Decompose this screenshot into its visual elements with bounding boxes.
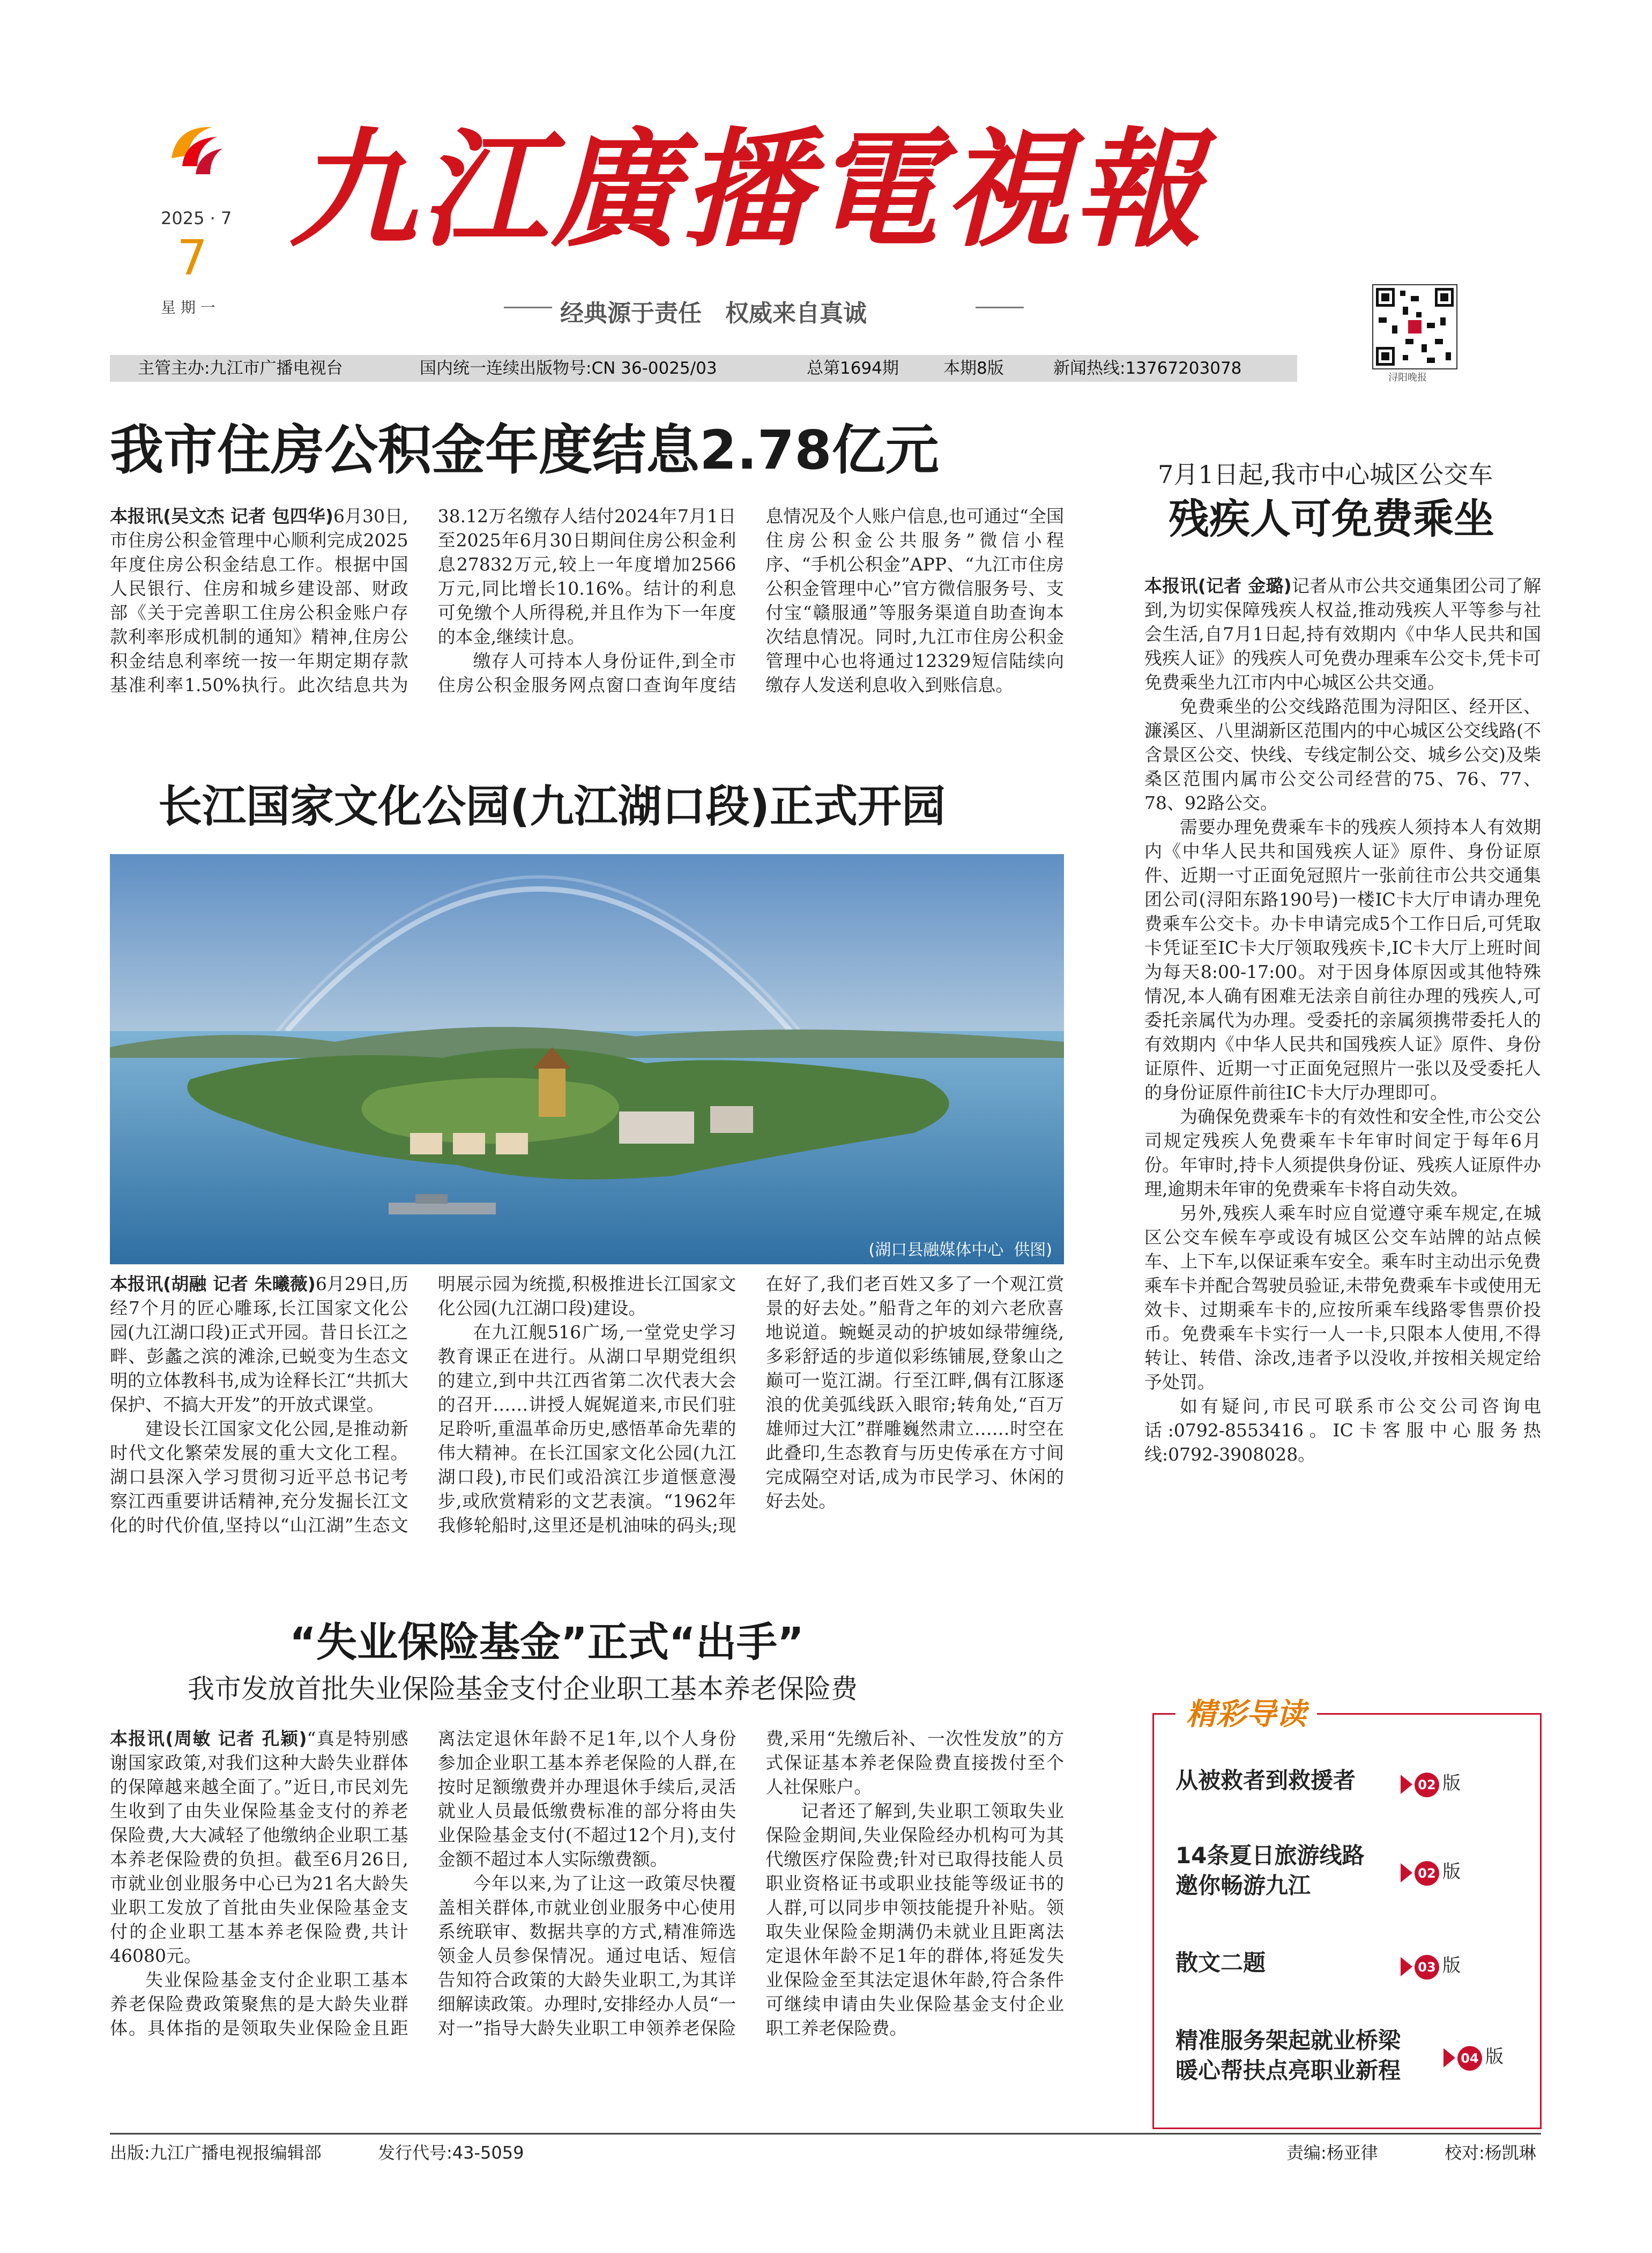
guide-item-2-page bbox=[1401, 1857, 1461, 1886]
arrow-right-icon bbox=[1401, 1957, 1412, 1976]
masthead-title: 九江廣播電視報 bbox=[289, 115, 1205, 265]
article3-body bbox=[110, 1726, 1064, 2121]
article1-p1: 6月30日,市住房公积金管理中心顺利完成2025年度住房公积金结息工作。根据中国人民银行、住房和城乡建设部、财政部《关于完善职工住房公积金账户存款利率形成机制的通知》精神,住房公积金结息利率统一按一年期定期存款基准利率1.50%执行。此次结息共为38.12万名缴存人结付2024年7月1日至2025年6月30日期间住房公积金利息27832万元,较上一年度增加2566万元,同比增长10.16%。结计的利息可免缴个人所得税,并且作为下一年度的本金,继续计息。 bbox=[110, 506, 736, 695]
guide-item-4[interactable] bbox=[1175, 2026, 1524, 2086]
article4-p4: 为确保免费乘车卡的有效性和安全性,市公交公司规定残疾人免费乘车卡年审时间定于每年6月份。年审时,持卡人须提供身份证、残疾人证原件办理,逾期未年审的免费乘车卡将自动失效。 bbox=[1144, 1106, 1541, 1199]
guide-box bbox=[1152, 1697, 1542, 2129]
masthead-logo bbox=[161, 115, 230, 185]
photo-caption: (湖口县融媒体中心 供图) bbox=[868, 1241, 1052, 1259]
article1-body bbox=[110, 504, 1064, 729]
guide-item-1[interactable] bbox=[1175, 1766, 1524, 1796]
footer-publisher: 出版:九江广播电视报编辑部 bbox=[110, 2143, 322, 2163]
article1-p2: 缴存人可持本人身份证件,到全市住房公积金服务网点窗口查询年度结息情况及个人账户信息,也可通过“全国住房公积金公共服务”微信小程序、“手机公积金”APP、“九江市住房公积金管理中心”官方微信服务号、支付宝“赣服通”等服务渠道自助查询本次结息情况。同时,九江市住房公积金管理中心也将通过12329短信陆续向缴存人发送利息收入到账信息。 bbox=[437, 506, 1064, 695]
article4-p3: 需要办理免费乘车卡的残疾人须持本人有效期内《中华人民共和国残疾人证》原件、身份证原件、近期一寸正面免冠照片一张前往市公共交通集团公司(浔阳东路190号)一楼IC卡大厅申请办理免费乘车公交卡。办卡申请完成5个工作日后,可凭取卡凭证至IC卡大厅领取残疾卡,IC卡大厅上班时间为每天8:00-17:00。对于因身体原因或其他特殊情况,本人确有困难无法亲自前往办理的残疾人,可委托亲属代为办理。受委托的亲属须携带委托人的有效期内《中华人民共和国残疾人证》原件、身份证原件、近期一寸正面免冠照片一张以及受委托人的身份证原件前往IC卡大厅办理即可。 bbox=[1144, 817, 1541, 1103]
guide-item-2-title-line2: 邀你畅游九江 bbox=[1175, 1872, 1311, 1899]
masthead-slogan: 经典源于责任 权威来自真诚 bbox=[560, 300, 867, 327]
article2-body bbox=[110, 1272, 1064, 1594]
issue-weekday: 星 期 一 bbox=[161, 299, 215, 316]
footer-editor: 责编:杨亚律 bbox=[1286, 2143, 1378, 2163]
guide-item-2-title-line1: 14条夏日旅游线路 bbox=[1175, 1842, 1365, 1869]
article2-headline: 长江国家文化公园(九江湖口段)正式开园 bbox=[158, 781, 946, 832]
footer-rule bbox=[110, 2133, 1541, 2135]
guide-item-4-title-line1: 精准服务架起就业桥梁 bbox=[1175, 2027, 1401, 2054]
guide-item-1-suffix: 版 bbox=[1442, 1773, 1461, 1794]
article2-byline: 本报讯(胡融 记者 朱曦薇) bbox=[110, 1273, 316, 1294]
guide-item-1-page bbox=[1401, 1768, 1461, 1797]
article3-p3: 今年以来,为了让这一政策尽快覆盖相关群体,市就业创业服务中心使用系统联审、数据共享的方式,精准筛选领金人员参保情况。通过电话、短信告知符合政策的大龄失业职工,为其详细解读政策。办理时,安排经办人员“一对一”指导大龄失业职工申领养老保险费,采用“先缴后补、一次性发放”的方式保证基本养老保险费直接拨付至个人社保账户。 bbox=[437, 1728, 1064, 2039]
footer-proof: 校对:杨凯琳 bbox=[1445, 2143, 1536, 2163]
article4-headline: 残疾人可免费乘坐 bbox=[1169, 495, 1494, 543]
guide-item-1-title: 从被救者到救援者 bbox=[1175, 1767, 1356, 1793]
guide-item-2-suffix: 版 bbox=[1442, 1861, 1461, 1883]
article4-p1: 记者从市公共交通集团公司了解到,为切实保障残疾人权益,推动残疾人平等参与社会生活,自7月1日起,持有效期内《中华人民共和国残疾人证》的残疾人可免费办理乘车公交卡,凭卡可免费乘坐九江市内中心城区公共交通。 bbox=[1144, 575, 1542, 693]
qr-code-icon bbox=[1373, 285, 1456, 368]
article3-byline: 本报讯(周敏 记者 孔颖) bbox=[110, 1728, 307, 1749]
article3-p4: 记者还了解到,失业职工领取失业保险金期间,失业保险经办机构可为其代缴医疗保险费;针对已取得技能人员职业资格证书或职业技能等级证书的人群,可以同步申领技能提升补贴。领取失业保险金期满仍未就业且距离法定退休年龄不足1年的群体,将延发失业保险金至其法定退休年龄,符合条件可继续申请由失业保险基金支付企业职工养老保险费。 bbox=[765, 1800, 1064, 2039]
issue-day: 7 bbox=[177, 230, 208, 286]
guide-item-4-suffix: 版 bbox=[1485, 2046, 1504, 2067]
arrow-right-icon bbox=[1401, 1863, 1412, 1883]
article1-headline: 我市住房公积金年度结息2.78亿元 bbox=[110, 419, 939, 481]
info-sponsor: 主管主办:九江市广播电视台 bbox=[138, 359, 343, 378]
park-aerial-image bbox=[110, 854, 1064, 1264]
info-bar bbox=[110, 355, 1297, 382]
guide-item-2[interactable] bbox=[1175, 1841, 1524, 1901]
article4-body bbox=[1144, 574, 1541, 1635]
logo-icon bbox=[161, 115, 230, 185]
guide-item-3[interactable] bbox=[1175, 1948, 1524, 1978]
arrow-right-icon bbox=[1401, 1775, 1412, 1794]
article3-subheadline: 我市发放首批失业保险基金支付企业职工基本养老保险费 bbox=[188, 1673, 858, 1704]
qr-code[interactable] bbox=[1372, 284, 1457, 369]
slogan-rule-right bbox=[976, 307, 1024, 308]
article4-byline: 本报讯(记者 金璐) bbox=[1144, 575, 1292, 596]
guide-item-3-page-badge: 03 bbox=[1415, 1955, 1439, 1980]
guide-item-1-page-badge: 02 bbox=[1415, 1773, 1439, 1797]
article2-p3: 在九江舰516广场,一堂党史学习教育课正在进行。从湖口早期党组织的建立,到中共江西省第二次代表大会的召开……讲授人娓娓道来,市民们驻足聆听,重温革命历史,感悟革命先辈的伟大精神。在长江国家文化公园(九江湖口段),市民们或沿滨江步道惬意漫步,或欣赏精彩的文艺表演。“1962年我修轮船时,这里还是机油味的码头;现在好了,我们老百姓又多了一个观江赏景的好去处。”船背之年的刘六老欣喜地说道。蜿蜒灵动的护坡如绿带缠绕,多彩舒适的步道似彩练铺展,登象山之巅可一览江湖。行至江畔,偶有江豚逐浪的优美弧线跃入眼帘;转角处,“百万雄师过大江”群雕巍然肃立……时空在此叠印,生态教育与历史传承在方寸间完成隔空对话,成为市民学习、休闲的好去处。 bbox=[437, 1273, 1064, 1536]
article4-p5: 另外,残疾人乘车时应自觉遵守乘车规定,在城区公交车候车亭或设有城区公交车站牌的站点候车、上下车,以保证乘车安全。乘车时主动出示免费乘车卡并配合驾驶员验证,未带免费乘车卡或使用无效卡、过期乘车卡的,应按所乘车线路零售票价投币。免费乘车卡实行一人一卡,只限本人使用,不得转让、转借、涂改,违者予以没收,并按相关规定给予处罚。 bbox=[1144, 1203, 1541, 1392]
guide-title-tab bbox=[1175, 1693, 1317, 1736]
article1-byline: 本报讯(吴文杰 记者 包四华) bbox=[110, 506, 333, 527]
article2-p1: 6月29日,历经7个月的匠心雕琢,长江国家文化公园(九江湖口段)正式开园。昔日长江之畔、彭蠡之滨的滩涂,已蜕变为生态文明的立体教科书,成为诠释长江“共抓大保护、不搞大开发”的开放式课堂。 bbox=[110, 1273, 408, 1415]
guide-item-4-page-badge: 04 bbox=[1457, 2046, 1482, 2071]
article4-p6: 如有疑问,市民可联系市公交公司咨询电话:0792-8553416。IC卡客服中心服务热线:0792-3908028。 bbox=[1144, 1396, 1541, 1465]
guide-item-3-title: 散文二题 bbox=[1175, 1950, 1266, 1976]
info-issn: 国内统一连续出版物号:CN 36-0025/03 bbox=[420, 359, 717, 378]
footer bbox=[110, 2139, 1541, 2166]
info-issue-total: 总第1694期 bbox=[807, 359, 899, 378]
footer-code: 发行代号:43-5059 bbox=[378, 2143, 524, 2163]
arrow-right-icon bbox=[1443, 2048, 1455, 2067]
qr-caption: 浔阳晚报 bbox=[1388, 372, 1427, 383]
info-hotline: 新闻热线:13767203078 bbox=[1053, 359, 1242, 378]
info-pages: 本期8版 bbox=[943, 359, 1004, 378]
slogan-rule-left bbox=[504, 307, 552, 308]
park-photo bbox=[110, 854, 1064, 1264]
guide-item-3-page bbox=[1401, 1951, 1461, 1980]
guide-item-3-suffix: 版 bbox=[1442, 1955, 1461, 1976]
issue-year-month: 2025 · 7 bbox=[161, 208, 232, 228]
article3-p1: “真是特别感谢国家政策,对我们这种大龄失业群体的保障越来越全面了。”近日,市民刘先生收到了由失业保险基金支付的养老保险费,大大减轻了他缴纳企业职工基本养老保险费的负担。截至6月26日,市就业创业服务中心已为21名大龄失业职工发放了首批由失业保险基金支付的企业职工基本养老保险费,共计46080元。 bbox=[110, 1728, 408, 1966]
article4-kicker: 7月1日起,我市中心城区公交车 bbox=[1158, 460, 1493, 489]
article4-p2: 免费乘坐的公交线路范围为浔阳区、经开区、濂溪区、八里湖新区范围内的中心城区公交线路(不含景区公交、快线、专线定制公交、城乡公交)及柴桑区范围内属市公交公司经营的75、76、77、78、92路公交。 bbox=[1144, 696, 1541, 813]
article2-p2: 建设长江国家文化公园,是推动新时代文化繁荣发展的重大文化工程。湖口县深入学习贯彻习近平总书记考察江西重要讲话精神,充分发掘长江文化的时代价值,坚持以“山江湖”生态文明展示园为统揽,积极推进长江国家文化公园(九江湖口段)建设。 bbox=[110, 1273, 736, 1536]
guide-item-2-page-badge: 02 bbox=[1415, 1861, 1439, 1886]
article3-p2: 失业保险基金支付企业职工基本养老保险费政策聚焦的是大龄失业群体。具体指的是领取失业保险金且距离法定退休年龄不足1年,以个人身份参加企业职工基本养老保险的人群,在按时足额缴费并办理退休手续后,灵活就业人员最低缴费标准的部分将由失业保险基金支付(不超过12个月),支付金额不超过本人实际缴费额。 bbox=[110, 1728, 736, 2039]
guide-item-4-title-line2: 暖心帮扶点亮职业新程 bbox=[1175, 2057, 1401, 2084]
guide-title: 精彩导读 bbox=[1186, 1697, 1306, 1732]
article3-headline: “失业保险基金”正式“出手” bbox=[289, 1618, 804, 1666]
guide-item-4-page bbox=[1443, 2042, 1504, 2071]
